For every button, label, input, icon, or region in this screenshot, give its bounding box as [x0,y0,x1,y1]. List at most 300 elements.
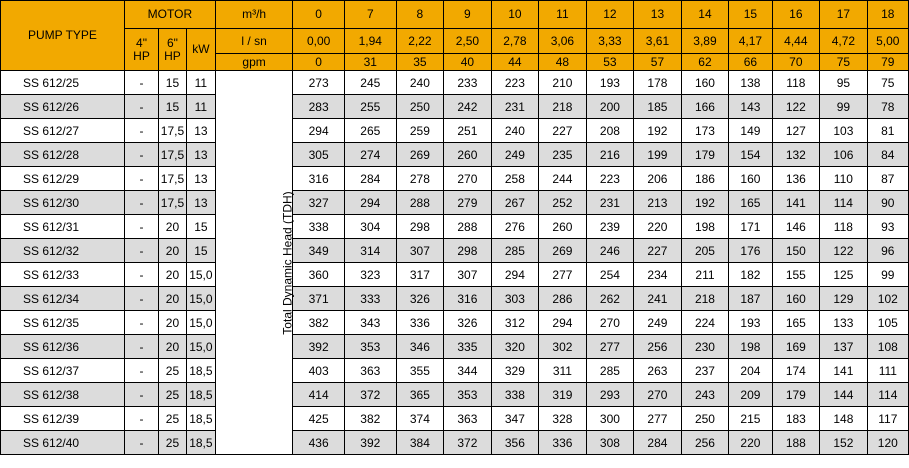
head-value-cell: 93 [867,215,908,239]
head-value-cell: 360 [293,263,345,287]
head-value-cell: 303 [491,287,539,311]
flow-gpm-header: 75 [820,54,868,71]
head-value-cell: 218 [539,95,587,119]
head-value-cell: 84 [867,143,908,167]
hp4-cell: - [124,335,158,359]
flow-ls-header: 4,44 [772,29,820,54]
head-value-cell: 260 [539,215,587,239]
head-value-cell: 144 [820,383,868,407]
head-value-cell: 300 [586,407,634,431]
head-value-cell: 108 [867,335,908,359]
head-value-cell: 326 [444,311,492,335]
head-value-cell: 122 [772,95,820,119]
head-value-cell: 294 [491,263,539,287]
head-value-cell: 105 [867,311,908,335]
head-value-cell: 95 [820,71,868,95]
flow-m3h-header: 16 [772,1,820,29]
head-value-cell: 183 [772,407,820,431]
head-value-cell: 106 [820,143,868,167]
head-value-cell: 329 [491,359,539,383]
head-value-cell: 298 [444,239,492,263]
head-value-cell: 143 [729,95,772,119]
head-value-cell: 355 [396,359,444,383]
head-value-cell: 118 [820,215,868,239]
hp4-cell: - [124,383,158,407]
kw-cell: 18,5 [186,407,215,431]
head-value-cell: 110 [820,167,868,191]
head-value-cell: 314 [344,239,396,263]
head-value-cell: 227 [539,119,587,143]
flow-gpm-header: 62 [681,54,729,71]
head-value-cell: 192 [681,191,729,215]
hp6-cell: 17,5 [159,191,187,215]
head-value-cell: 265 [344,119,396,143]
table-row [1,311,909,335]
flow-gpm-header: 44 [491,54,539,71]
table-row [1,287,909,311]
hp6-cell: 20 [159,239,187,263]
head-value-cell: 307 [444,263,492,287]
head-value-cell: 346 [396,335,444,359]
head-value-cell: 215 [729,407,772,431]
head-value-cell: 270 [444,167,492,191]
pump-type-cell: SS 612/31 [1,215,125,239]
tdh-side-label [215,71,295,455]
flow-m3h-header: 0 [293,1,345,29]
pump-type-cell: SS 612/30 [1,191,125,215]
head-value-cell: 279 [444,191,492,215]
head-value-cell: 326 [396,287,444,311]
hp4-cell: - [124,167,158,191]
hp6-cell: 25 [159,359,187,383]
head-value-cell: 146 [772,215,820,239]
flow-ls-header: 5,00 [867,29,908,54]
hp6-cell: 17,5 [159,119,187,143]
head-value-cell: 284 [634,431,682,455]
head-value-cell: 259 [396,119,444,143]
hp6-header-unit: HP [164,48,181,63]
head-value-cell: 347 [491,407,539,431]
head-value-cell: 285 [491,239,539,263]
head-value-cell: 252 [539,191,587,215]
kw-cell: 13 [186,191,215,215]
head-value-cell: 99 [820,95,868,119]
head-value-cell: 307 [396,239,444,263]
kw-cell: 15 [186,239,215,263]
kw-cell: 15,0 [186,263,215,287]
head-value-cell: 353 [444,383,492,407]
head-value-cell: 414 [293,383,345,407]
head-value-cell: 323 [344,263,396,287]
table-row [1,143,909,167]
head-value-cell: 336 [539,431,587,455]
head-value-cell: 270 [634,383,682,407]
head-value-cell: 436 [293,431,345,455]
pump-type-cell: SS 612/34 [1,287,125,311]
head-value-cell: 208 [586,119,634,143]
head-value-cell: 288 [396,191,444,215]
head-value-cell: 169 [772,335,820,359]
table-row [1,263,909,287]
head-value-cell: 382 [344,407,396,431]
head-value-cell: 328 [539,407,587,431]
head-value-cell: 141 [772,191,820,215]
head-value-cell: 251 [444,119,492,143]
hp6-header [159,29,187,71]
table-body [1,71,909,455]
head-value-cell: 320 [491,335,539,359]
table-row [1,383,909,407]
head-value-cell: 249 [491,143,539,167]
table-row [1,95,909,119]
hp4-header-unit: HP [133,48,150,63]
head-value-cell: 240 [396,71,444,95]
head-value-cell: 78 [867,95,908,119]
flow-gpm-header: 57 [634,54,682,71]
head-value-cell: 127 [772,119,820,143]
head-value-cell: 96 [867,239,908,263]
pump-type-cell: SS 612/37 [1,359,125,383]
flow-gpm-header: 31 [344,54,396,71]
hp4-cell: - [124,119,158,143]
head-value-cell: 294 [293,119,345,143]
flow-m3h-header: 17 [820,1,868,29]
head-value-cell: 372 [344,383,396,407]
head-value-cell: 246 [586,239,634,263]
head-value-cell: 319 [539,383,587,407]
pump-type-cell: SS 612/40 [1,431,125,455]
flow-m3h-header: 7 [344,1,396,29]
head-value-cell: 249 [634,311,682,335]
head-value-cell: 374 [396,407,444,431]
head-value-cell: 188 [772,431,820,455]
head-value-cell: 173 [681,119,729,143]
head-value-cell: 114 [820,191,868,215]
table-row [1,431,909,455]
head-value-cell: 114 [867,383,908,407]
flow-ls-header: 0,00 [293,29,345,54]
head-value-cell: 317 [396,263,444,287]
head-value-cell: 186 [681,167,729,191]
head-value-cell: 120 [867,431,908,455]
table-row [1,359,909,383]
head-value-cell: 269 [539,239,587,263]
head-value-cell: 242 [444,95,492,119]
head-value-cell: 243 [681,383,729,407]
head-value-cell: 312 [491,311,539,335]
head-value-cell: 81 [867,119,908,143]
pump-type-cell: SS 612/28 [1,143,125,167]
head-value-cell: 218 [681,287,729,311]
head-value-cell: 382 [293,311,345,335]
head-value-cell: 122 [820,239,868,263]
head-value-cell: 256 [634,335,682,359]
head-value-cell: 344 [444,359,492,383]
flow-m3h-header: 18 [867,1,908,29]
head-value-cell: 277 [586,335,634,359]
head-value-cell: 192 [634,119,682,143]
flow-ls-header: 2,78 [491,29,539,54]
pump-type-cell: SS 612/36 [1,335,125,359]
head-value-cell: 311 [539,359,587,383]
head-value-cell: 231 [491,95,539,119]
head-value-cell: 171 [729,215,772,239]
kw-cell: 11 [186,95,215,119]
head-value-cell: 244 [539,167,587,191]
head-value-cell: 160 [729,167,772,191]
head-value-cell: 294 [344,191,396,215]
head-value-cell: 160 [772,287,820,311]
flow-m3h-header: 11 [539,1,587,29]
kw-cell: 11 [186,71,215,95]
head-value-cell: 235 [539,143,587,167]
head-value-cell: 258 [491,167,539,191]
hp6-cell: 20 [159,335,187,359]
pump-type-cell: SS 612/35 [1,311,125,335]
hp4-cell: - [124,407,158,431]
head-value-cell: 234 [634,263,682,287]
hp4-header [124,29,158,71]
head-value-cell: 294 [539,311,587,335]
motor-header: MOTOR [124,1,215,29]
flow-gpm-header: 66 [729,54,772,71]
head-value-cell: 384 [396,431,444,455]
head-value-cell: 256 [681,431,729,455]
head-value-cell: 118 [772,71,820,95]
head-value-cell: 204 [729,359,772,383]
head-value-cell: 150 [772,239,820,263]
hp4-cell: - [124,191,158,215]
kw-cell: 15,0 [186,311,215,335]
head-value-cell: 239 [586,215,634,239]
head-value-cell: 149 [729,119,772,143]
head-value-cell: 277 [539,263,587,287]
kw-cell: 13 [186,143,215,167]
head-value-cell: 102 [867,287,908,311]
hp6-cell: 25 [159,431,187,455]
flow-ls-header: 2,50 [444,29,492,54]
tdh-label-text: Total Dynamic Head (TDH) [280,190,295,335]
head-value-cell: 216 [586,143,634,167]
unit-m3h-header: m³/h [215,1,292,29]
flow-gpm-header: 70 [772,54,820,71]
head-value-cell: 425 [293,407,345,431]
head-value-cell: 308 [586,431,634,455]
head-value-cell: 230 [681,335,729,359]
head-value-cell: 148 [820,407,868,431]
hp6-cell: 20 [159,215,187,239]
head-value-cell: 327 [293,191,345,215]
head-value-cell: 276 [491,215,539,239]
kw-cell: 13 [186,119,215,143]
hp4-cell: - [124,311,158,335]
head-value-cell: 185 [634,95,682,119]
head-value-cell: 263 [634,359,682,383]
head-value-cell: 277 [634,407,682,431]
head-value-cell: 283 [293,95,345,119]
head-value-cell: 336 [396,311,444,335]
head-value-cell: 213 [634,191,682,215]
head-value-cell: 262 [586,287,634,311]
flow-m3h-header: 15 [729,1,772,29]
flow-m3h-header: 10 [491,1,539,29]
head-value-cell: 154 [729,143,772,167]
head-value-cell: 132 [772,143,820,167]
head-value-cell: 210 [539,71,587,95]
head-value-cell: 141 [820,359,868,383]
head-value-cell: 199 [634,143,682,167]
pump-type-cell: SS 612/33 [1,263,125,287]
kw-header: kW [186,29,215,71]
head-value-cell: 403 [293,359,345,383]
head-value-cell: 372 [444,431,492,455]
head-value-cell: 273 [293,71,345,95]
hp6-cell: 20 [159,287,187,311]
head-value-cell: 284 [344,167,396,191]
head-value-cell: 250 [396,95,444,119]
flow-gpm-header: 0 [293,54,345,71]
head-value-cell: 223 [491,71,539,95]
head-value-cell: 176 [729,239,772,263]
head-value-cell: 198 [729,335,772,359]
unit-gpm-header: gpm [215,54,292,71]
hp4-cell: - [124,71,158,95]
flow-ls-header: 1,94 [344,29,396,54]
head-value-cell: 233 [444,71,492,95]
hp6-cell: 17,5 [159,167,187,191]
hp4-header-size: 4" [136,35,147,50]
head-value-cell: 165 [729,191,772,215]
hp4-cell: - [124,263,158,287]
head-value-cell: 269 [396,143,444,167]
hp4-cell: - [124,287,158,311]
head-value-cell: 237 [681,359,729,383]
flow-m3h-header: 12 [586,1,634,29]
table-row [1,191,909,215]
head-value-cell: 220 [729,431,772,455]
head-value-cell: 90 [867,191,908,215]
head-value-cell: 288 [444,215,492,239]
head-value-cell: 302 [539,335,587,359]
head-value-cell: 240 [491,119,539,143]
flow-gpm-header: 35 [396,54,444,71]
unit-ls-header: l / sn [215,29,292,54]
head-value-cell: 117 [867,407,908,431]
head-value-cell: 267 [491,191,539,215]
hp4-cell: - [124,239,158,263]
head-value-cell: 211 [681,263,729,287]
pump-type-cell: SS 612/38 [1,383,125,407]
kw-cell: 15,0 [186,287,215,311]
head-value-cell: 278 [396,167,444,191]
pump-type-cell: SS 612/32 [1,239,125,263]
head-value-cell: 316 [444,287,492,311]
flow-ls-header: 3,33 [586,29,634,54]
head-value-cell: 286 [539,287,587,311]
head-value-cell: 293 [586,383,634,407]
flow-gpm-header: 40 [444,54,492,71]
head-value-cell: 353 [344,335,396,359]
head-value-cell: 335 [444,335,492,359]
head-value-cell: 179 [681,143,729,167]
table-row [1,215,909,239]
head-value-cell: 133 [820,311,868,335]
hp4-cell: - [124,95,158,119]
head-value-cell: 392 [293,335,345,359]
kw-cell: 18,5 [186,383,215,407]
head-value-cell: 338 [491,383,539,407]
head-value-cell: 129 [820,287,868,311]
head-value-cell: 178 [634,71,682,95]
head-value-cell: 343 [344,311,396,335]
pump-type-cell: SS 612/25 [1,71,125,95]
head-value-cell: 206 [634,167,682,191]
flow-ls-header: 2,22 [396,29,444,54]
head-value-cell: 166 [681,95,729,119]
head-value-cell: 179 [772,383,820,407]
table-row [1,335,909,359]
head-value-cell: 241 [634,287,682,311]
hp4-cell: - [124,359,158,383]
kw-cell: 15,0 [186,335,215,359]
head-value-cell: 220 [634,215,682,239]
head-value-cell: 155 [772,263,820,287]
head-value-cell: 136 [772,167,820,191]
head-value-cell: 152 [820,431,868,455]
flow-m3h-header: 14 [681,1,729,29]
kw-cell: 15 [186,215,215,239]
head-value-cell: 205 [681,239,729,263]
flow-gpm-header: 48 [539,54,587,71]
hp6-cell: 20 [159,263,187,287]
head-value-cell: 255 [344,95,396,119]
head-value-cell: 274 [344,143,396,167]
head-value-cell: 193 [729,311,772,335]
flow-ls-header: 3,06 [539,29,587,54]
pump-type-cell: SS 612/39 [1,407,125,431]
head-value-cell: 349 [293,239,345,263]
flow-gpm-header: 79 [867,54,908,71]
hp6-header-size: 6" [167,35,178,50]
head-value-cell: 250 [681,407,729,431]
head-value-cell: 285 [586,359,634,383]
head-value-cell: 333 [344,287,396,311]
head-value-cell: 363 [444,407,492,431]
head-value-cell: 182 [729,263,772,287]
head-value-cell: 298 [396,215,444,239]
head-value-cell: 365 [396,383,444,407]
table-row [1,71,909,95]
head-value-cell: 99 [867,263,908,287]
table-row [1,119,909,143]
flow-ls-header: 3,61 [634,29,682,54]
head-value-cell: 174 [772,359,820,383]
table-row [1,407,909,431]
hp6-cell: 15 [159,95,187,119]
kw-cell: 13 [186,167,215,191]
head-value-cell: 305 [293,143,345,167]
head-value-cell: 111 [867,359,908,383]
hp4-cell: - [124,215,158,239]
head-value-cell: 160 [681,71,729,95]
pump-type-cell: SS 612/26 [1,95,125,119]
table-row [1,167,909,191]
head-value-cell: 227 [634,239,682,263]
hp6-cell: 25 [159,383,187,407]
head-value-cell: 371 [293,287,345,311]
head-value-cell: 356 [491,431,539,455]
head-value-cell: 363 [344,359,396,383]
